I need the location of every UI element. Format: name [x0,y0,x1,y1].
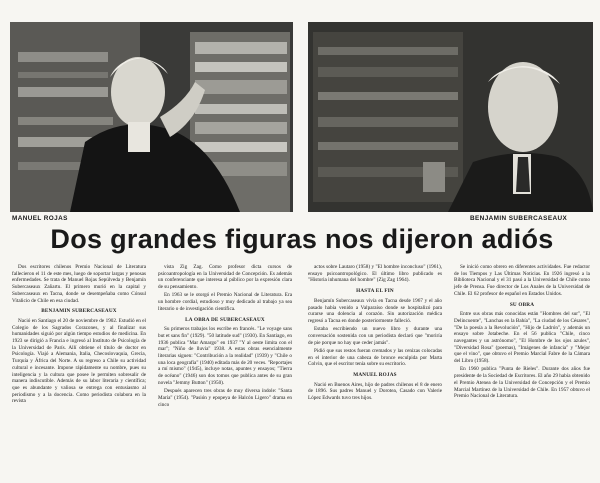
article-paragraph: Se inició como obrero en diferentes actividades. Fue redactor de los Tiempos y Las Últimas Noticias. En 1926 ingresó a la Biblioteca Nacional y el 31 pasó a la Universidad de Chile como jefe de Prensa. Fue director de Los Anales de la Universidad de Chile. El 62 profesor de español en Estados Unidos. [454,264,590,297]
article-paragraph: Estaba escribiendo un nuevo libro y durante una conversación sostenida con un periodista declaró que "moriría de pie porque no hay que ceder jamás". [308,326,442,346]
section-subheading: HASTA EL FIN [356,288,394,295]
article-column-1 [12,264,146,407]
portrait-benjamin-subercaseaux-image [308,22,593,212]
article-paragraph: actos sobre Lautaro (1958) y "El hombre inconcluso" (1961), ensayo psicoantropológico. El último libro publicado es "Historia inhumana del hombre" (Zig Zag 1964). [308,264,442,284]
article-paragraph: Nació en Buenos Aires, hijo de padres chilenos el 8 de enero de 1896. Sus padres Manuel y Dorotea, Casado con Valerie López Edwards tuvo tres hijos. [308,381,442,402]
article-paragraph: vista Zig Zag. Como profesor dicta cursos de psicoantropología en la Universidad de Concepción. Es además un conferenciante que interesa al público por la expresión clara de su pensamiento. [158,264,292,291]
article-column-4 [454,264,590,402]
section-subheading: LA OBRA DE SUBERCASEAUX [185,316,265,323]
section-subheading: MANUEL ROJAS [353,372,397,379]
article-column-2 [158,264,292,410]
section-subheading: BENJAMIN SUBERCASEAUX [41,308,117,315]
photo-benjamin-subercaseaux [308,22,593,212]
photo-manuel-rojas [10,22,293,212]
article-paragraph: Pidió que sus restos fueran cremados y las cenizas colocadas en el interior de una cabeza de bronce esculpida por Marta Colvin, que el escritor tenía sobre su escritorio. [308,347,442,368]
article-paragraph: Dos escritores chilenos Premio Nacional de Literatura fallecieron el 11 de este mes, luego de soportar largas y penosas enfermedades. Se trata de Manuel Rojas Sepúlveda y Benjamín Subercaseaux Zañartu. El primero murió en la capital y Subercaseaux en Tacna, donde se desempeñaba como Cónsul Vitalicio de Chile en esa ciudad. [12,264,146,304]
headline: Dos grandes figuras nos dijeron adiós [50,224,554,254]
article-column-3 [308,264,442,403]
caption-manuel-rojas: MANUEL ROJAS [12,215,68,222]
article-paragraph: Entre sus obras más conocidas están "Hombres del sur", "El Delincuente", "Lanchas en la Bahía", "La ciudad de los Césares", "De la poesía a la Revolución", "Hijo de Ladrón", y además un ensayo sobre Jotabeche. En el 56 publica "Chile, cinco navegantes y un astrónomo", "El Hombre de los ojos azules", "Diversidad Rosa" (poemas), "Imágenes de infancia" y "Mejor que el vino", que obtuvo el Premio Marcial Fabre de la Cámara del Libro (1958). [454,311,590,365]
article-paragraph: Nació en Santiago el 20 de noviembre de 1902. Estudió en el Colegio de los Sagrados Corazones, y al finalizar sus humanidades siguió por algún tiempo estudios de medicina. En 1923 se dirigió a Francia e ingresó al Instituto de Psicología de la Universidad de París. Allí obtiene el título de doctor en Psicología. Viajó a Alemania, Italia, Checoslovaquia, Grecia, Turquía y África del Norte. A su regreso a Chile su actividad cultural e incesante. Impone rápidamente su nombre, pues su inteligencia y la cultura que posee le permiten sobresalir de manera indiscutible. Además de su labor literaria y científica; que es abundante y valiosa se entrega con entusiasmo al periodismo y a la docencia. Como periodista colabora en la revista [12,317,146,405]
portrait-manuel-rojas-image [10,22,293,212]
article-paragraph: Su primeros trabajos los escribe en francés. "Le voyage sans but et sans fin" (1929). "50 latitude sud" (1930). En Santiago, en 1936 publica "Mar Amargo" en 1937 "Y al oeste limita con el mar"; "Niño de lluvia" 1938. A estas obras esencialmente literarias siguen: "Contribución a la realidad" (1939) y "Chile o una loca geografía" (1940) editada más de 20 veces. "Reportajes a mí mismo" (1945), incluye notas, apuntes y ensayos; "Tierra de océano" (1946) son dos tomos que publica antes de su gran novela "Jemmy Button" (1950). [158,326,293,386]
article-paragraph: Benjamín Subercaseaux vivía en Tacna desde 1967 y el año pasado había venido a Valparaíso donde se hospitalizó para curarse una dolencia al corazón. Sin autorización médica regresó a Tacna en donde posteriormente falleció. [308,297,442,324]
section-subheading: SU OBRA [509,301,535,308]
caption-benjamin-subercaseaux: BENJAMIN SUBERCASEAUX [470,215,568,222]
article-paragraph: En 1963 se le otorgó el Premio Nacional de Literatura. Era un hombre cordial, estudioso y muy dedicado al trabajo ya sea literario o de investigación científica. [158,292,292,312]
article-paragraph: Después aparecen tres obras de muy diversa índole: "Santa María" (1954). "Pasión y epopeya de Halcón Ligero" drama en cinco [158,388,292,408]
article-paragraph: En 1960 publica "Punta de Rieles". Durante dos años fue presidente de la Sociedad de Escritores. El año 29 había obtenido el Premio Atenea de la Universidad de Concepción y el Premio Marcial Martínez de la Universidad de Chile. En 1957 obtuvo el Premio Nacional de Literatura. [454,366,590,400]
